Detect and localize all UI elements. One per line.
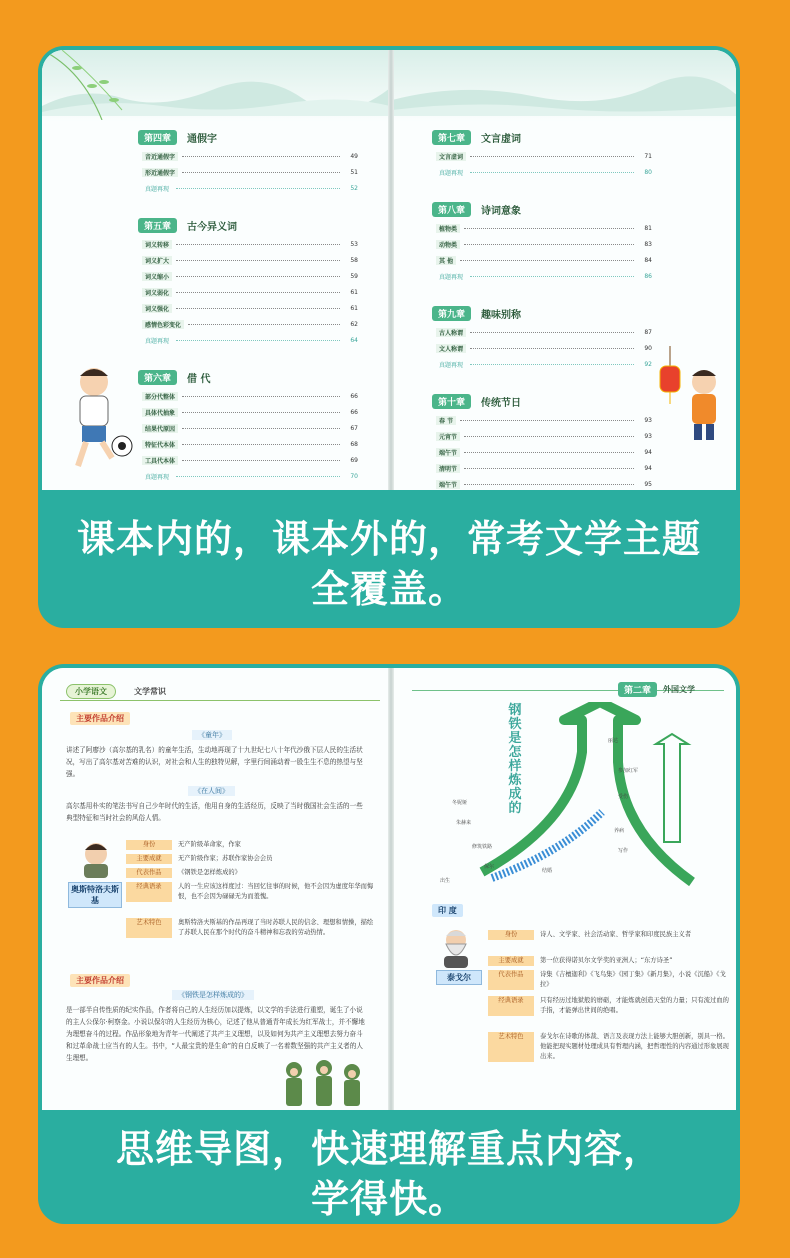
toc-dot-leader [470, 276, 634, 277]
toc-page-number: 64 [350, 337, 358, 344]
toc-entry[interactable] [436, 272, 652, 281]
info-value: 泰戈尔在诗歌的体裁、语言及表现方法上能够大胆创新，别具一格。他能把现实题材处理成具有哲理内涵，把哲理性的内容通过形象展现出来。 [540, 1033, 729, 1060]
toc-page-number: 66 [350, 409, 358, 416]
mountain-illustration [392, 76, 736, 116]
boy-with-football-illustration [66, 362, 136, 474]
feature-caption-mindmap [38, 1124, 740, 1224]
mind-map-node-label: 朱赫来 [456, 820, 472, 826]
toc-page-number: 49 [350, 153, 358, 160]
toc-entry-label: 感情色彩变化 [142, 320, 184, 329]
toc-dot-leader [182, 396, 340, 397]
toc-entry-label: 特征代本体 [142, 440, 178, 449]
info-value: 人的一生应该这样度过：当回忆往事的时候，他不会因为虚度年华而悔恨，也不会因为碌碌无为而羞愧。 [178, 883, 374, 900]
chapter-number-tag: 第五章 [138, 218, 177, 233]
toc-entry[interactable] [142, 184, 358, 193]
toc-entry-label: 春 节 [436, 416, 456, 425]
chapter-number-tag: 第九章 [432, 306, 471, 321]
toc-entry[interactable] [436, 152, 652, 161]
chapter-title: 传统节日 [481, 398, 522, 409]
chapter-number-tag: 第七章 [432, 130, 471, 145]
info-row [488, 930, 732, 940]
toc-chapter-heading[interactable] [432, 202, 521, 217]
chapter-title: 通假字 [187, 134, 218, 145]
child-with-lantern-illustration [648, 346, 728, 446]
toc-entry[interactable] [142, 392, 358, 401]
info-key: 主要成就 [126, 854, 172, 864]
mind-map-node-label: 养病 [614, 828, 625, 834]
author-portrait-ostrovsky [76, 838, 116, 878]
caption-line-2: 学得快。 [310, 1177, 467, 1221]
work-desc-childhood: 讲述了阿廖沙（高尔基的乳名）的童年生活，生动地再现了十九世纪七八十年代沙俄下层人民的生活状况，写出了高尔基对苦难的认识，对社会和人生的独特见解，字里行间涌动着一股生生不息的热望与坚强。 [66, 746, 363, 778]
info-value: 无产阶级革命家，作家 [178, 841, 241, 848]
mind-map-node-label: 冬妮娅 [452, 800, 468, 806]
toc-entry-label: 端午节 [436, 448, 460, 457]
mind-map-node-label: 丽达 [608, 738, 619, 744]
info-row [126, 840, 376, 850]
toc-page-number: 95 [644, 481, 652, 488]
info-row [126, 868, 376, 878]
toc-entry-label: 元宵节 [436, 432, 460, 441]
toc-entry-label: 工具代本体 [142, 456, 178, 465]
toc-dot-leader [176, 244, 340, 245]
chapter-header [618, 682, 695, 697]
book-spread-literature [42, 668, 736, 1110]
toc-dot-leader [176, 292, 340, 293]
toc-entry-label: 部分代整体 [142, 392, 178, 401]
info-value: 《钢铁是怎样炼成的》 [178, 869, 241, 876]
toc-dot-leader [182, 428, 340, 429]
toc-entry[interactable] [142, 336, 358, 345]
chapter-number-tag: 第八章 [432, 202, 471, 217]
toc-dot-leader [470, 156, 634, 157]
toc-entry-label: 文人称谓 [436, 344, 466, 353]
mind-map-title: 钢铁是怎样炼成的 [508, 703, 522, 816]
mind-map-node-label: 保尔 [484, 864, 495, 870]
book-subtitle: 文学常识 [134, 687, 166, 696]
toc-entry[interactable] [142, 304, 358, 313]
info-row [488, 996, 732, 1016]
toc-page-number: 69 [350, 457, 358, 464]
mind-map-node-label: 受伤 [618, 794, 629, 800]
toc-entry[interactable] [436, 360, 652, 369]
toc-page-number: 94 [644, 465, 652, 472]
feature-panel-mindmap [38, 664, 740, 1224]
chapter-number-tag: 第四章 [138, 130, 177, 145]
work-title-steel: 《钢铁是怎样炼成的》 [172, 990, 254, 1000]
toc-page-number: 92 [644, 361, 652, 368]
toc-page-number: 53 [350, 241, 358, 248]
toc-entry-label: 结果代原因 [142, 424, 178, 433]
toc-entry-label: 真题再现 [439, 274, 464, 281]
toc-entry-label: 端午节 [436, 480, 460, 489]
toc-entry[interactable] [142, 272, 358, 281]
mind-map-diagram [432, 702, 732, 920]
toc-entry[interactable] [142, 152, 358, 161]
toc-page-number: 83 [644, 241, 652, 248]
info-row [126, 918, 376, 938]
toc-entry-label: 真题再现 [145, 474, 170, 481]
toc-entry[interactable] [142, 168, 358, 177]
book-spine [388, 50, 394, 490]
toc-entry[interactable] [436, 168, 652, 177]
toc-page-number: 80 [644, 169, 652, 176]
toc-right-page [392, 50, 736, 490]
info-value: 诗集《吉檀迦利》《飞鸟集》《园丁集》《新月集》，小说《沉船》《戈拉》 [540, 971, 726, 988]
mind-map-node-label: 写作 [618, 848, 629, 854]
info-key: 代表作品 [488, 970, 534, 990]
toc-page-number: 62 [350, 321, 358, 328]
toc-page-number: 84 [644, 257, 652, 264]
toc-entry[interactable] [436, 464, 652, 473]
info-value: 诗人、文学家、社会活动家、哲学家和印度民族主义者 [540, 931, 692, 938]
chapter-title: 趣味别称 [481, 310, 522, 321]
toc-dot-leader [188, 324, 340, 325]
toc-dot-leader [176, 476, 340, 477]
subject-pill: 小学语文 [66, 684, 116, 699]
toc-chapter-heading[interactable] [138, 370, 211, 385]
toc-entry-label: 文言虚词 [436, 152, 466, 161]
toc-entry-label: 动物类 [436, 240, 460, 249]
section-tag-works: 主要作品介绍 [70, 712, 130, 725]
toc-dot-leader [460, 420, 634, 421]
info-row [126, 882, 376, 902]
toc-page-number: 68 [350, 441, 358, 448]
info-key: 身份 [488, 930, 534, 940]
toc-entry-label: 音近通假字 [142, 152, 178, 161]
info-row [488, 1032, 732, 1062]
toc-page-number: 94 [644, 449, 652, 456]
info-row [126, 854, 376, 864]
country-tag-india: 印 度 [432, 904, 463, 917]
toc-dot-leader [470, 348, 634, 349]
toc-dot-leader [464, 228, 634, 229]
caption-line-1: 思维导图，快速理解重点内容， [115, 1127, 662, 1171]
toc-entry[interactable] [142, 256, 358, 265]
toc-entry-label: 真题再现 [145, 186, 170, 193]
toc-entry[interactable] [142, 320, 358, 329]
toc-entry-label: 清明节 [436, 464, 460, 473]
toc-entry[interactable] [436, 416, 652, 425]
toc-entry-label: 真题再现 [439, 170, 464, 177]
toc-page-number: 81 [644, 225, 652, 232]
toc-dot-leader [470, 332, 634, 333]
toc-chapter-heading[interactable] [432, 306, 521, 321]
toc-entry-label: 植物类 [436, 224, 460, 233]
toc-page-number: 59 [350, 273, 358, 280]
toc-dot-leader [460, 260, 634, 261]
toc-entry-label: 其 他 [436, 256, 456, 265]
toc-dot-leader [470, 364, 634, 365]
toc-entry[interactable] [142, 472, 358, 481]
toc-entry[interactable] [142, 424, 358, 433]
toc-entry[interactable] [436, 344, 652, 353]
chapter-title: 古今异义词 [187, 222, 238, 233]
info-value: 奥斯特洛夫斯基的作品再现了当时苏联人民的信念、理想和情操，描绘了苏联人民在那个时代的奋斗精神和忘我的劳动热情。 [178, 919, 374, 936]
work-desc-in-the-world: 高尔基用朴实的笔法书写自己少年时代的生活，他用自身的生活经历，反映了当时俄国社会生活的一些典型特征和当时社会的风俗人情。 [66, 802, 363, 822]
toc-entry-label: 真题再现 [439, 362, 464, 369]
toc-page-number: 61 [350, 289, 358, 296]
work-title-in-the-world: 《在人间》 [188, 786, 235, 796]
work-desc-steel: 是一部半自传性质的纪实作品，作者将自己的人生经历加以提炼，以文学的手法进行重塑，诞生了小说的主人公保尔·柯察金。小说以保尔的人生经历为核心，记述了他从普通青年成长为红军战士，并不懈地为理想奋斗的过程。作品形象地为青年一代阐述了共产主义理想，以及如何为共产主义理想去努力奋斗和过革命战士应当有的人生。书中，“人最宝贵的是生命”的自白反映了一名着数坚强的共产主义者的人生理想。 [66, 1006, 365, 1062]
toc-dot-leader [182, 172, 340, 173]
chapter-title: 文言虚词 [481, 134, 522, 145]
toc-entry[interactable] [142, 240, 358, 249]
info-key: 经典语录 [126, 882, 172, 902]
section-tag-works-2: 主要作品介绍 [70, 974, 130, 987]
toc-entry[interactable] [436, 240, 652, 249]
mind-map-node-label: 参加红军 [618, 768, 639, 774]
toc-entry[interactable] [142, 288, 358, 297]
mind-map-node-label: 出生 [440, 878, 451, 884]
mind-map-node-label: 结婚 [542, 868, 553, 874]
toc-entry[interactable] [436, 448, 652, 457]
toc-page-number: 93 [644, 433, 652, 440]
chapter-number-tag: 第十章 [432, 394, 471, 409]
toc-dot-leader [176, 308, 340, 309]
toc-chapter-heading[interactable] [138, 130, 217, 145]
caption-line-2: 全覆盖。 [310, 567, 467, 611]
toc-dot-leader [176, 276, 340, 277]
info-key: 艺术特色 [126, 918, 172, 938]
toc-entry[interactable] [142, 456, 358, 465]
chapter-title: 借 代 [187, 374, 211, 385]
toc-entry-label: 古人称谓 [436, 328, 466, 337]
chapter-tag: 第二章 [618, 682, 657, 697]
toc-entry-label: 具体代抽象 [142, 408, 178, 417]
toc-dot-leader [182, 156, 340, 157]
feature-panel-toc [38, 46, 740, 628]
toc-dot-leader [182, 444, 340, 445]
toc-entry[interactable] [436, 256, 652, 265]
literature-right-page [392, 668, 736, 1110]
info-value: 只有经历过地狱般的磨砺，才能炼就创造天堂的力量；只有流过血的手指，才能弹出世间的绝唱。 [540, 997, 729, 1014]
book-spine [388, 668, 394, 1110]
toc-entry[interactable] [436, 328, 652, 337]
toc-dot-leader [182, 460, 340, 461]
toc-dot-leader [464, 452, 634, 453]
toc-entry[interactable] [142, 440, 358, 449]
info-key: 主要成就 [488, 956, 534, 966]
caption-line-1: 课本内的，课本外的，常考文学主题 [76, 517, 701, 561]
info-value: 无产阶级作家；苏联作家协会会员 [178, 855, 273, 862]
toc-page-number: 90 [644, 345, 652, 352]
toc-page-number: 70 [350, 473, 358, 480]
feature-caption-toc [38, 514, 740, 614]
toc-entry[interactable] [436, 432, 652, 441]
toc-page-number: 66 [350, 393, 358, 400]
work-title-childhood: 《童年》 [192, 730, 232, 740]
toc-chapter-heading[interactable] [432, 130, 521, 145]
info-row [488, 970, 732, 990]
toc-entry-label: 词义弱化 [142, 288, 172, 297]
toc-dot-leader [176, 260, 340, 261]
info-key: 代表作品 [126, 868, 172, 878]
toc-dot-leader [464, 468, 634, 469]
chapter-title: 诗词意象 [481, 206, 522, 217]
mind-map-node-label: 修筑铁路 [472, 844, 493, 850]
author-name-ostrovsky: 奥斯特洛夫斯基 [68, 882, 122, 908]
literature-left-page [42, 668, 390, 1110]
willow-branch-icon [42, 50, 152, 120]
author-portrait-tagore [436, 926, 476, 968]
toc-dot-leader [470, 172, 634, 173]
toc-page-number: 71 [644, 153, 652, 160]
toc-dot-leader [176, 188, 340, 189]
soldiers-illustration [274, 1056, 370, 1110]
toc-entry-label: 词义缩小 [142, 272, 172, 281]
toc-page-number: 93 [644, 417, 652, 424]
author-name-tagore: 泰戈尔 [436, 970, 482, 985]
toc-dot-leader [182, 412, 340, 413]
toc-page-number: 61 [350, 305, 358, 312]
book-spread-toc [42, 50, 736, 490]
info-key: 艺术特色 [488, 1032, 534, 1062]
toc-dot-leader [176, 340, 340, 341]
info-row [488, 956, 732, 966]
toc-page-number: 67 [350, 425, 358, 432]
toc-entry[interactable] [436, 224, 652, 233]
toc-entry[interactable] [142, 408, 358, 417]
toc-entry[interactable] [436, 480, 652, 489]
toc-entry-label: 词义扩大 [142, 256, 172, 265]
chapter-title: 外国文学 [663, 685, 696, 694]
toc-dot-leader [464, 484, 634, 485]
info-key: 身份 [126, 840, 172, 850]
toc-entry-label: 词义强化 [142, 304, 172, 313]
toc-dot-leader [464, 244, 634, 245]
toc-page-number: 58 [350, 257, 358, 264]
toc-entry-label: 真题再现 [145, 338, 170, 345]
info-value: 第一位获得诺贝尔文学奖的亚洲人；“东方诗圣” [540, 957, 673, 964]
toc-chapter-heading[interactable] [138, 218, 237, 233]
toc-page-number: 87 [644, 329, 652, 336]
toc-page-number: 52 [350, 185, 358, 192]
toc-entry-label: 词义转移 [142, 240, 172, 249]
toc-chapter-heading[interactable] [432, 394, 521, 409]
toc-dot-leader [464, 436, 634, 437]
chapter-number-tag: 第六章 [138, 370, 177, 385]
toc-page-number: 51 [350, 169, 358, 176]
toc-entry-label: 形近通假字 [142, 168, 178, 177]
toc-left-page [42, 50, 390, 490]
toc-page-number: 86 [644, 273, 652, 280]
info-key: 经典语录 [488, 996, 534, 1016]
